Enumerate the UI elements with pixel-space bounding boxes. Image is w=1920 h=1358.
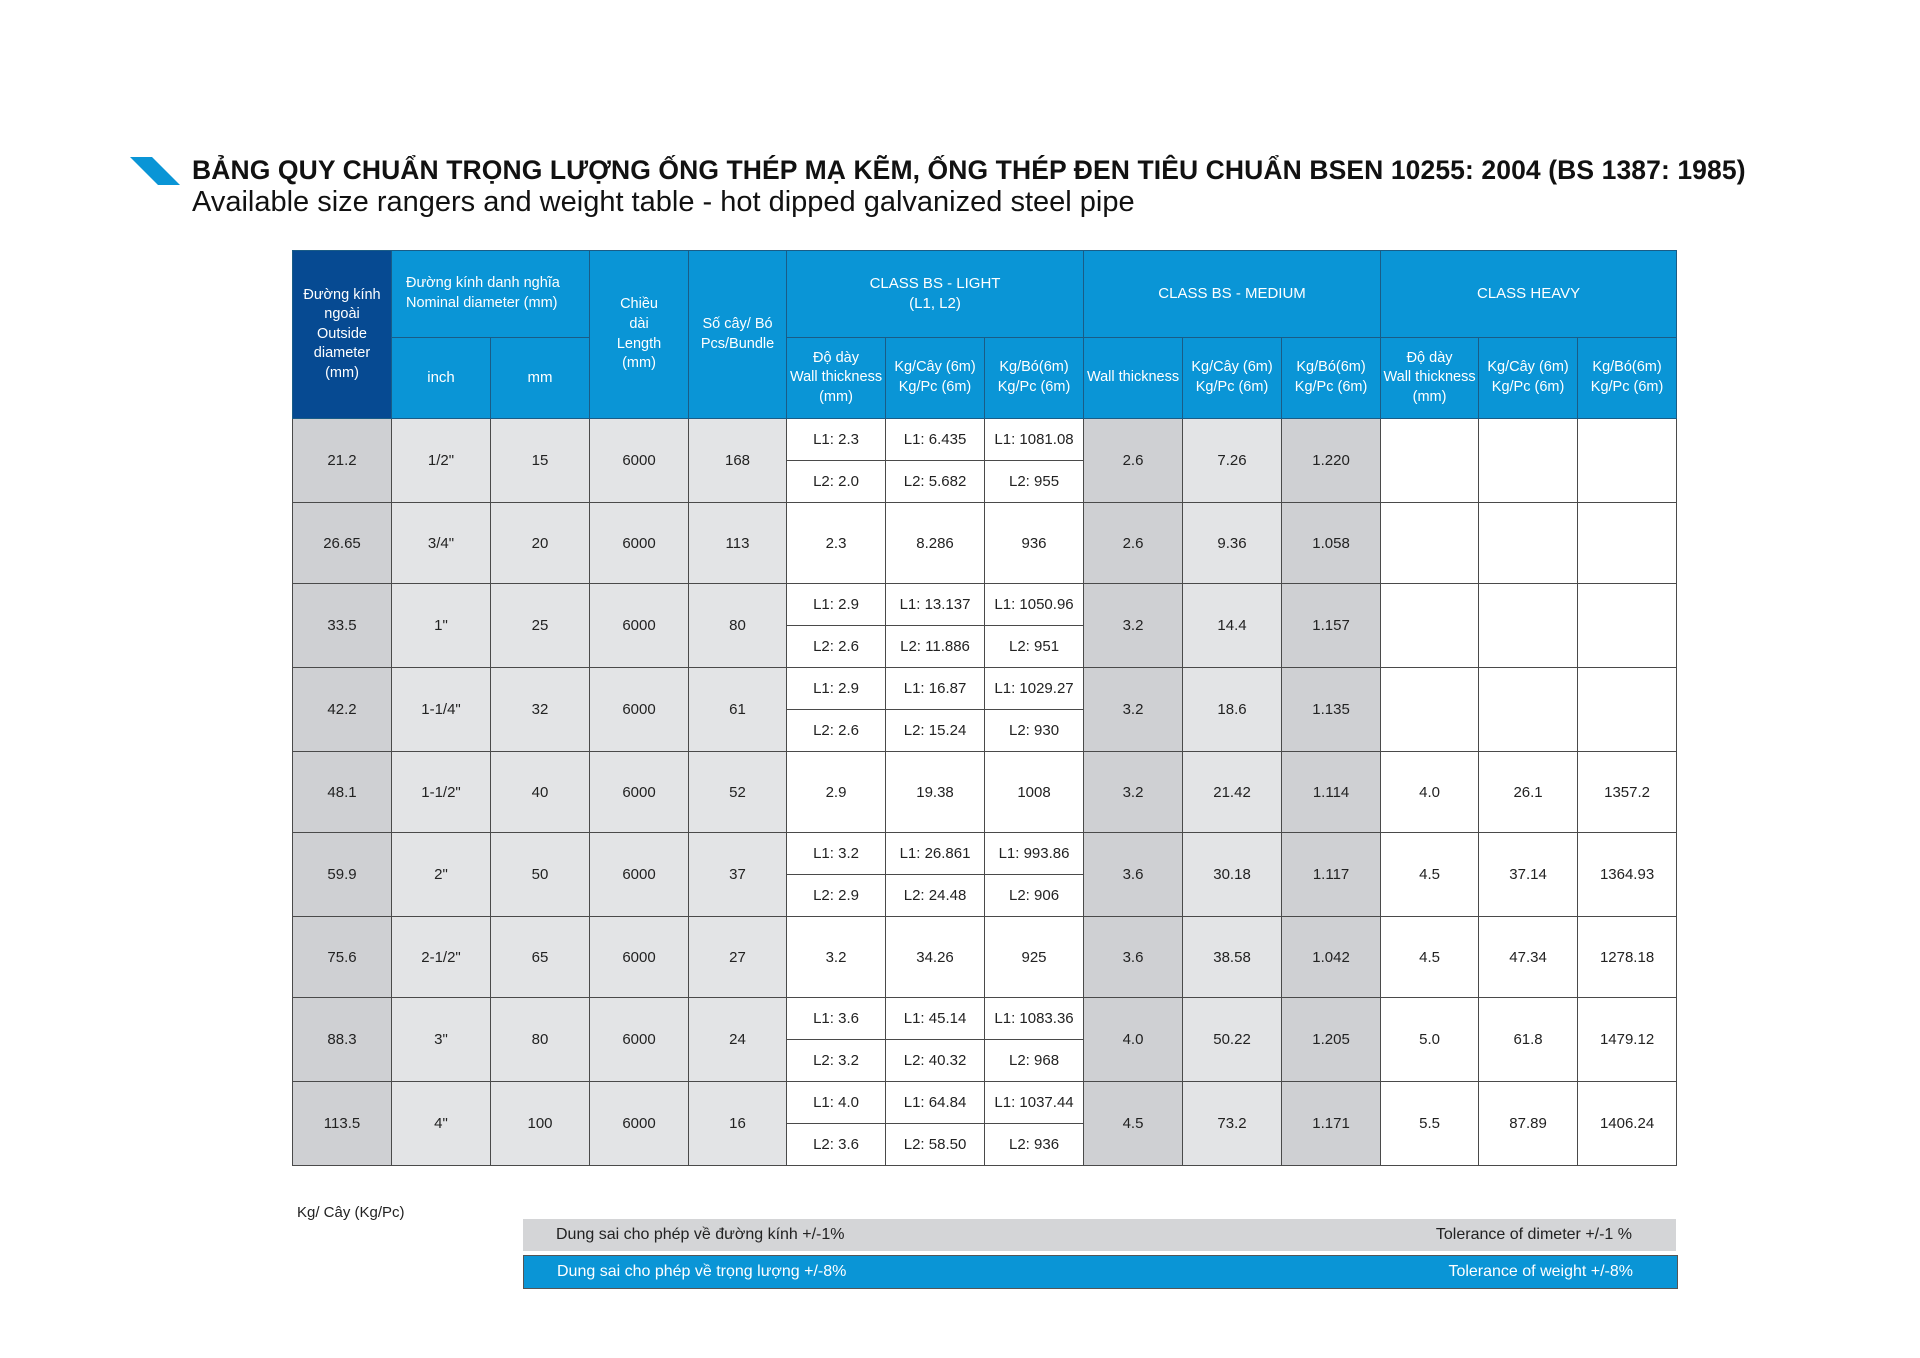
cell-medium-kgpc: 14.4: [1183, 584, 1282, 668]
cell-light-kgb-l1: L1: 1029.27: [985, 668, 1084, 710]
cell-light-kgpc-l1: L1: 16.87: [886, 668, 985, 710]
cell-heavy-wall: 4.0: [1381, 752, 1479, 833]
cell-length: 6000: [590, 998, 689, 1082]
header-class-heavy: CLASS HEAVY: [1381, 251, 1677, 338]
tolerance-diameter-bar: [523, 1219, 1676, 1251]
header-line: Kg/Cây (6m): [894, 359, 976, 376]
header-pcs-bundle: [689, 251, 787, 419]
cell-light-kgpc-l1: L1: 64.84: [886, 1082, 985, 1124]
header-line: Độ dày: [813, 349, 859, 366]
cell-light-kgpc-l1: L1: 45.14: [886, 998, 985, 1040]
header-line: Wall thickness: [789, 369, 883, 386]
cell-light-kgb-l2: L2: 968: [985, 1040, 1084, 1082]
cell-light-kgpc-l2: L2: 5.682: [886, 461, 985, 503]
cell-medium-kgb: 1.117: [1282, 833, 1381, 917]
cell-light-wall-l2: L2: 2.6: [787, 626, 886, 668]
cell-outside-diameter: 42.2: [293, 668, 392, 752]
cell-medium-wall: 2.6: [1084, 419, 1183, 503]
header-inch: inch: [392, 338, 491, 419]
cell-medium-kgb: 1.042: [1282, 917, 1381, 998]
tolerance-weight-bar: [523, 1255, 1678, 1289]
cell-mm: 80: [491, 998, 590, 1082]
cell-inch: 3/4": [392, 503, 491, 584]
cell-light-wall: 3.2: [787, 917, 886, 998]
cell-light-kgb-l1: L1: 1050.96: [985, 584, 1084, 626]
cell-medium-kgb: 1.058: [1282, 503, 1381, 584]
header-line: Kg/Pc (6m): [1491, 379, 1565, 395]
cell-light-wall: 2.9: [787, 752, 886, 833]
cell-pcs-bundle: 52: [689, 752, 787, 833]
cell-light-wall-l2: L2: 2.6: [787, 710, 886, 752]
header-line: (mm): [819, 388, 853, 405]
cell-light-kgb-l1: L1: 1083.36: [985, 998, 1084, 1040]
header-line: CLASS BS - LIGHT: [869, 274, 1001, 292]
table-body: [293, 419, 1677, 1166]
cell-inch: 1-1/2": [392, 752, 491, 833]
cell-heavy-wall: 5.5: [1381, 1082, 1479, 1166]
cell-medium-kgb: 1.205: [1282, 998, 1381, 1082]
cell-outside-diameter: 59.9: [293, 833, 392, 917]
cell-length: 6000: [590, 503, 689, 584]
header-line: Kg/Bó(6m): [1592, 359, 1662, 376]
cell-mm: 32: [491, 668, 590, 752]
cell-outside-diameter: 48.1: [293, 752, 392, 833]
header-line: Wall thickness: [1383, 369, 1476, 386]
cell-medium-kgpc: 18.6: [1183, 668, 1282, 752]
cell-light-wall-l1: L1: 3.2: [787, 833, 886, 875]
cell-light-wall-l2: L2: 3.6: [787, 1124, 886, 1166]
cell-pcs-bundle: 27: [689, 917, 787, 998]
cell-heavy-wall: [1381, 419, 1479, 503]
cell-light-kgb: 925: [985, 917, 1084, 998]
cell-heavy-kgpc: 26.1: [1479, 752, 1578, 833]
cell-light-kgpc: 8.286: [886, 503, 985, 584]
cell-outside-diameter: 88.3: [293, 998, 392, 1082]
cell-heavy-wall: [1381, 503, 1479, 584]
cell-light-wall-l1: L1: 3.6: [787, 998, 886, 1040]
cell-heavy-kgb: 1278.18: [1578, 917, 1677, 998]
header-light-wall-thickness: [787, 338, 886, 419]
cell-heavy-kgb: 1364.93: [1578, 833, 1677, 917]
cell-length: 6000: [590, 917, 689, 998]
header-line: Đường kính danh nghĩa: [406, 275, 560, 292]
table-row: [293, 1082, 1677, 1124]
cell-heavy-wall: 4.5: [1381, 833, 1479, 917]
cell-light-kgpc-l1: L1: 6.435: [886, 419, 985, 461]
cell-light-kgb-l1: L1: 993.86: [985, 833, 1084, 875]
cell-light-kgpc-l2: L2: 24.48: [886, 875, 985, 917]
cell-light-kgpc-l2: L2: 11.886: [886, 626, 985, 668]
header-line: diameter: [313, 345, 371, 362]
cell-heavy-kgpc: [1479, 584, 1578, 668]
header-line: Kg/Pc (6m): [898, 379, 972, 395]
tolerance-diameter-vi: Dung sai cho phép về đường kính +/-1%: [556, 1226, 845, 1243]
table-row: [293, 998, 1677, 1040]
header-heavy-kg-per-pc: [1479, 338, 1578, 419]
header-light-kg-per-pc: [886, 338, 985, 419]
cell-inch: 1/2": [392, 419, 491, 503]
cell-medium-kgb: 1.157: [1282, 584, 1381, 668]
cell-light-kgb-l2: L2: 955: [985, 461, 1084, 503]
cell-medium-wall: 3.2: [1084, 668, 1183, 752]
cell-inch: 1": [392, 584, 491, 668]
cell-length: 6000: [590, 668, 689, 752]
cell-heavy-wall: [1381, 584, 1479, 668]
header-line: (mm): [622, 355, 656, 372]
cell-outside-diameter: 26.65: [293, 503, 392, 584]
cell-length: 6000: [590, 833, 689, 917]
cell-heavy-kgb: 1357.2: [1578, 752, 1677, 833]
unit-note: Kg/ Cây (Kg/Pc): [297, 1204, 405, 1221]
header-line: (L1, L2): [909, 295, 961, 312]
cell-medium-kgpc: 73.2: [1183, 1082, 1282, 1166]
header-medium-kg-per-pc: [1183, 338, 1282, 419]
cell-pcs-bundle: 113: [689, 503, 787, 584]
table-row: [293, 917, 1677, 998]
header-heavy-kg-per-bundle: [1578, 338, 1677, 419]
cell-heavy-kgb: [1578, 503, 1677, 584]
cell-heavy-kgb: 1479.12: [1578, 998, 1677, 1082]
tolerance-weight-vi: Dung sai cho phép về trọng lượng +/-8%: [557, 1263, 847, 1280]
cell-pcs-bundle: 168: [689, 419, 787, 503]
cell-heavy-kgpc: 37.14: [1479, 833, 1578, 917]
header-line: Chiều: [620, 296, 658, 313]
cell-medium-kgb: 1.171: [1282, 1082, 1381, 1166]
table-row: [293, 419, 1677, 461]
header-line: Pcs/Bundle: [700, 335, 775, 352]
cell-mm: 25: [491, 584, 590, 668]
cell-heavy-kgpc: [1479, 668, 1578, 752]
header-line: Kg/Pc (6m): [997, 379, 1071, 395]
cell-mm: 40: [491, 752, 590, 833]
cell-outside-diameter: 113.5: [293, 1082, 392, 1166]
cell-pcs-bundle: 61: [689, 668, 787, 752]
cell-heavy-kgb: [1578, 584, 1677, 668]
cell-light-kgpc: 19.38: [886, 752, 985, 833]
cell-light-wall-l1: L1: 2.9: [787, 668, 886, 710]
header-line: Kg/Bó(6m): [1296, 359, 1366, 376]
cell-medium-wall: 2.6: [1084, 503, 1183, 584]
header-nominal-diameter: [392, 251, 590, 338]
header-line: Kg/Cây (6m): [1487, 359, 1569, 376]
cell-length: 6000: [590, 752, 689, 833]
cell-light-kgb-l2: L2: 936: [985, 1124, 1084, 1166]
table-row: [293, 668, 1677, 710]
cell-light-wall-l1: L1: 2.9: [787, 584, 886, 626]
cell-heavy-kgpc: [1479, 503, 1578, 584]
header-line: (mm): [325, 364, 359, 381]
cell-mm: 100: [491, 1082, 590, 1166]
cell-light-wall-l2: L2: 2.0: [787, 461, 886, 503]
cell-light-kgpc-l2: L2: 58.50: [886, 1124, 985, 1166]
header-line: Outside: [317, 325, 367, 342]
cell-pcs-bundle: 80: [689, 584, 787, 668]
cell-inch: 3": [392, 998, 491, 1082]
cell-light-kgb: 936: [985, 503, 1084, 584]
cell-mm: 15: [491, 419, 590, 503]
table-row: [293, 503, 1677, 584]
cell-light-kgb-l2: L2: 930: [985, 710, 1084, 752]
cell-heavy-kgpc: 87.89: [1479, 1082, 1578, 1166]
header-heavy-wall-thickness: [1381, 338, 1479, 419]
table-row: [293, 584, 1677, 626]
cell-length: 6000: [590, 1082, 689, 1166]
cell-length: 6000: [590, 584, 689, 668]
cell-pcs-bundle: 24: [689, 998, 787, 1082]
cell-medium-kgpc: 9.36: [1183, 503, 1282, 584]
cell-light-kgpc-l2: L2: 40.32: [886, 1040, 985, 1082]
brand-stripe-icon: [130, 157, 180, 185]
cell-outside-diameter: 75.6: [293, 917, 392, 998]
cell-mm: 20: [491, 503, 590, 584]
header-class-medium: CLASS BS - MEDIUM: [1084, 251, 1381, 338]
header-mm: mm: [491, 338, 590, 419]
cell-light-wall-l2: L2: 3.2: [787, 1040, 886, 1082]
header-line: Nominal diameter (mm): [406, 295, 558, 311]
cell-medium-kgpc: 30.18: [1183, 833, 1282, 917]
tolerance-diameter-en: Tolerance of dimeter +/-1 %: [1435, 1226, 1632, 1243]
cell-mm: 50: [491, 833, 590, 917]
header-line: Đường kính: [303, 286, 381, 303]
cell-mm: 65: [491, 917, 590, 998]
cell-medium-kgpc: 50.22: [1183, 998, 1282, 1082]
cell-heavy-kgb: [1578, 419, 1677, 503]
table-row: [293, 752, 1677, 833]
cell-medium-wall: 4.5: [1084, 1082, 1183, 1166]
header-line: Độ dày: [1406, 349, 1453, 366]
cell-outside-diameter: 33.5: [293, 584, 392, 668]
header-line: Kg/Pc (6m): [1294, 379, 1368, 395]
cell-medium-kgpc: 38.58: [1183, 917, 1282, 998]
cell-medium-kgpc: 7.26: [1183, 419, 1282, 503]
cell-light-kgpc-l1: L1: 26.861: [886, 833, 985, 875]
cell-pcs-bundle: 16: [689, 1082, 787, 1166]
cell-heavy-kgb: [1578, 668, 1677, 752]
header-line: ngoài: [324, 306, 360, 323]
cell-inch: 4": [392, 1082, 491, 1166]
header-line: Kg/Cây (6m): [1191, 359, 1273, 376]
cell-medium-wall: 3.6: [1084, 833, 1183, 917]
cell-heavy-kgb: 1406.24: [1578, 1082, 1677, 1166]
header-line: dài: [629, 315, 649, 332]
cell-length: 6000: [590, 419, 689, 503]
cell-outside-diameter: 21.2: [293, 419, 392, 503]
cell-medium-kgb: 1.220: [1282, 419, 1381, 503]
header-line: (mm): [1412, 388, 1447, 405]
cell-light-wall-l1: L1: 2.3: [787, 419, 886, 461]
header-length: [590, 251, 689, 419]
cell-medium-kgb: 1.114: [1282, 752, 1381, 833]
cell-light-kgpc-l1: L1: 13.137: [886, 584, 985, 626]
header-line: Length: [616, 335, 662, 352]
cell-light-kgb-l1: L1: 1037.44: [985, 1082, 1084, 1124]
header-line: Kg/Pc (6m): [1590, 379, 1664, 395]
cell-light-wall: 2.3: [787, 503, 886, 584]
cell-heavy-wall: [1381, 668, 1479, 752]
cell-heavy-kgpc: 47.34: [1479, 917, 1578, 998]
page-title: BẢNG QUY CHUẨN TRỌNG LƯỢNG ỐNG THÉP MẠ KẼM, ỐNG THÉP ĐEN TIÊU CHUẨN BSEN 10255: 2004 (BS 1387: 1985): [192, 155, 1746, 185]
cell-light-kgpc-l2: L2: 15.24: [886, 710, 985, 752]
cell-light-wall-l2: L2: 2.9: [787, 875, 886, 917]
cell-heavy-kgpc: 61.8: [1479, 998, 1578, 1082]
cell-pcs-bundle: 37: [689, 833, 787, 917]
header-medium-kg-per-bundle: [1282, 338, 1381, 419]
header-light-kg-per-bundle: [985, 338, 1084, 419]
table-row: [293, 833, 1677, 875]
tolerance-weight-en: Tolerance of weight +/-8%: [1448, 1263, 1633, 1280]
cell-heavy-wall: 4.5: [1381, 917, 1479, 998]
cell-medium-kgpc: 21.42: [1183, 752, 1282, 833]
cell-light-wall-l1: L1: 4.0: [787, 1082, 886, 1124]
header-outside-diameter: [293, 251, 392, 419]
header-line: Kg/Bó(6m): [999, 359, 1069, 376]
cell-medium-wall: 3.6: [1084, 917, 1183, 998]
cell-medium-wall: 3.2: [1084, 752, 1183, 833]
cell-light-kgb-l1: L1: 1081.08: [985, 419, 1084, 461]
cell-light-kgb-l2: L2: 906: [985, 875, 1084, 917]
cell-inch: 1-1/4": [392, 668, 491, 752]
cell-medium-wall: 4.0: [1084, 998, 1183, 1082]
cell-inch: 2-1/2": [392, 917, 491, 998]
header-line: Số cây/ Bó: [702, 315, 773, 332]
cell-light-kgpc: 34.26: [886, 917, 985, 998]
header-medium-wall-thickness: Wall thickness: [1084, 338, 1183, 419]
header-class-light: [787, 251, 1084, 338]
cell-inch: 2": [392, 833, 491, 917]
cell-light-kgb-l2: L2: 951: [985, 626, 1084, 668]
page-subtitle: Available size rangers and weight table - hot dipped galvanized steel pipe: [192, 186, 1135, 218]
cell-medium-kgb: 1.135: [1282, 668, 1381, 752]
cell-heavy-wall: 5.0: [1381, 998, 1479, 1082]
cell-light-kgb: 1008: [985, 752, 1084, 833]
header-line: Kg/Pc (6m): [1195, 379, 1269, 395]
cell-medium-wall: 3.2: [1084, 584, 1183, 668]
weight-table: [292, 250, 1677, 1166]
cell-heavy-kgpc: [1479, 419, 1578, 503]
